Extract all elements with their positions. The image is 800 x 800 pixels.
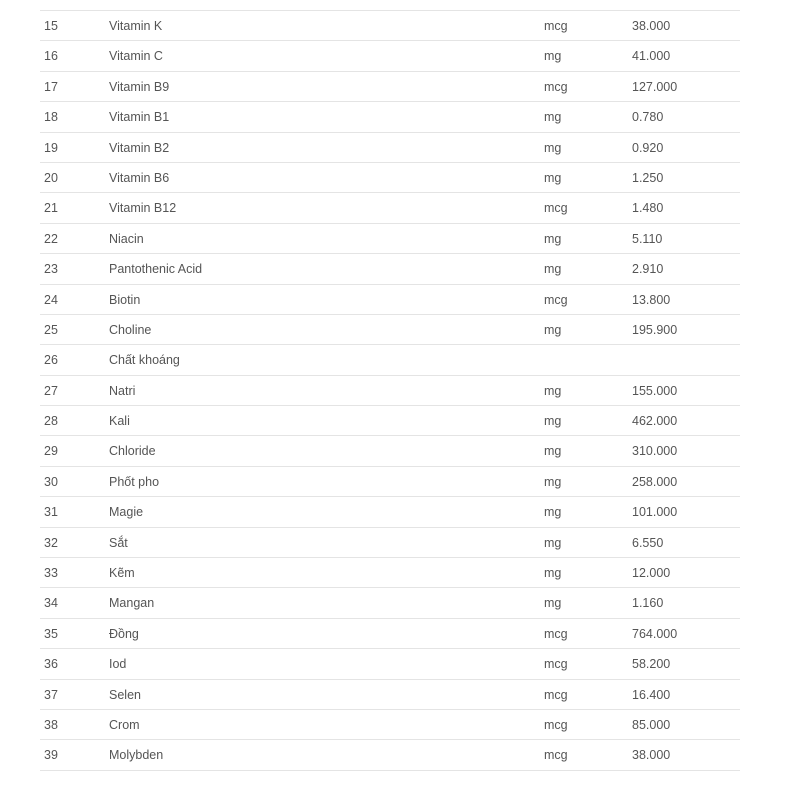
row-unit: mg [544,474,562,489]
row-value: 13.800 [632,292,671,307]
row-name: Niacin [109,231,144,246]
row-number: 29 [44,444,58,459]
row-number: 35 [44,626,58,641]
table-row [40,619,740,649]
row-number: 37 [44,687,58,702]
table-row [40,133,740,163]
row-value: 2.910 [632,262,664,277]
table-row [40,11,740,41]
row-name: Iod [109,657,127,672]
row-value: 58.200 [632,657,671,672]
row-name: Kẽm [109,566,135,581]
row-unit: mg [544,322,562,337]
table-row [40,285,740,315]
table-row [40,163,740,193]
table-row [40,528,740,558]
row-value: 764.000 [632,626,678,641]
row-number: 18 [44,110,58,125]
table-row [40,710,740,740]
row-unit: mg [544,49,562,64]
row-value: 38.000 [632,748,671,763]
row-name: Vitamin B9 [109,79,170,94]
table-row [40,406,740,436]
row-number: 26 [44,353,58,368]
row-value: 6.550 [632,535,664,550]
row-value: 38.000 [632,19,671,33]
row-unit: mcg [544,79,568,94]
table-row [40,680,740,710]
table-row [40,649,740,679]
row-value: 195.900 [632,322,678,337]
row-name: Mangan [109,596,155,611]
row-number: 15 [44,19,58,33]
row-value: 462.000 [632,414,678,429]
row-name: Vitamin B6 [109,170,170,185]
table-row [40,497,740,527]
row-name: Molybden [109,748,164,763]
row-name: Vitamin K [109,19,163,33]
row-number: 27 [44,383,58,398]
row-unit: mg [544,170,562,185]
row-name: Phốt pho [109,474,160,489]
row-unit: mg [544,262,562,277]
row-unit: mg [544,444,562,459]
row-number: 22 [44,231,58,246]
table-body [40,11,740,771]
row-name: Magie [109,505,144,520]
row-unit: mcg [544,201,568,216]
row-number: 33 [44,566,58,581]
row-name: Đồng [109,626,139,641]
row-name: Chất khoáng [109,353,180,368]
row-value: 1.480 [632,201,664,216]
row-number: 23 [44,262,58,277]
row-number: 34 [44,596,58,611]
row-unit: mcg [544,19,568,33]
row-number: 17 [44,79,58,94]
row-name: Vitamin B2 [109,140,170,155]
table-row [40,315,740,345]
table-row [40,436,740,466]
row-value: 41.000 [632,49,671,64]
row-value: 16.400 [632,687,671,702]
row-name: Selen [109,687,141,702]
row-value: 0.920 [632,140,664,155]
row-number: 30 [44,474,58,489]
row-name: Vitamin C [109,49,163,64]
row-number: 28 [44,414,58,429]
row-unit: mg [544,566,562,581]
row-unit: mg [544,535,562,550]
row-unit: mg [544,383,562,398]
table-row [40,72,740,102]
row-number: 39 [44,748,58,763]
table-row [40,345,740,375]
row-number: 31 [44,505,58,520]
row-unit: mcg [544,292,568,307]
row-unit: mg [544,414,562,429]
table-row [40,254,740,284]
row-number: 19 [44,140,58,155]
row-number: 16 [44,49,58,64]
row-value: 12.000 [632,566,671,581]
row-name: Crom [109,717,140,732]
row-unit: mg [544,140,562,155]
row-value: 5.110 [632,231,663,246]
table-row [40,102,740,132]
table-row [40,41,740,71]
table-row [40,193,740,223]
row-unit: mcg [544,687,568,702]
row-number: 25 [44,322,58,337]
row-value: 1.250 [632,170,664,185]
row-number: 21 [44,201,58,216]
row-unit: mcg [544,748,568,763]
table-top-border [40,0,740,11]
row-name: Chloride [109,444,156,459]
row-value: 101.000 [632,505,678,520]
row-number: 20 [44,170,58,185]
row-name: Choline [109,322,152,337]
row-value: 85.000 [632,717,671,732]
row-name: Natri [109,383,136,398]
row-number: 38 [44,717,58,732]
table-row [40,588,740,618]
row-value: 1.160 [632,596,664,611]
row-value: 0.780 [632,110,664,125]
row-value: 155.000 [632,383,678,398]
row-unit: mg [544,505,562,520]
row-value: 310.000 [632,444,678,459]
row-unit: mcg [544,657,568,672]
table-row [40,376,740,406]
row-unit: mcg [544,717,568,732]
row-unit: mg [544,596,562,611]
row-number: 36 [44,657,58,672]
row-number: 32 [44,535,58,550]
table-row [40,740,740,770]
row-value: 258.000 [632,474,678,489]
row-name: Sắt [109,535,128,550]
row-name: Vitamin B1 [109,110,170,125]
table-row [40,558,740,588]
row-name: Pantothenic Acid [109,262,203,277]
row-number: 24 [44,292,58,307]
row-name: Kali [109,414,130,429]
row-unit: mcg [544,626,568,641]
row-unit: mg [544,231,562,246]
row-name: Vitamin B12 [109,201,177,216]
row-name: Biotin [109,292,141,307]
nutrition-table [40,0,740,771]
row-unit: mg [544,110,562,125]
table-row [40,224,740,254]
table-row [40,467,740,497]
row-value: 127.000 [632,79,678,94]
